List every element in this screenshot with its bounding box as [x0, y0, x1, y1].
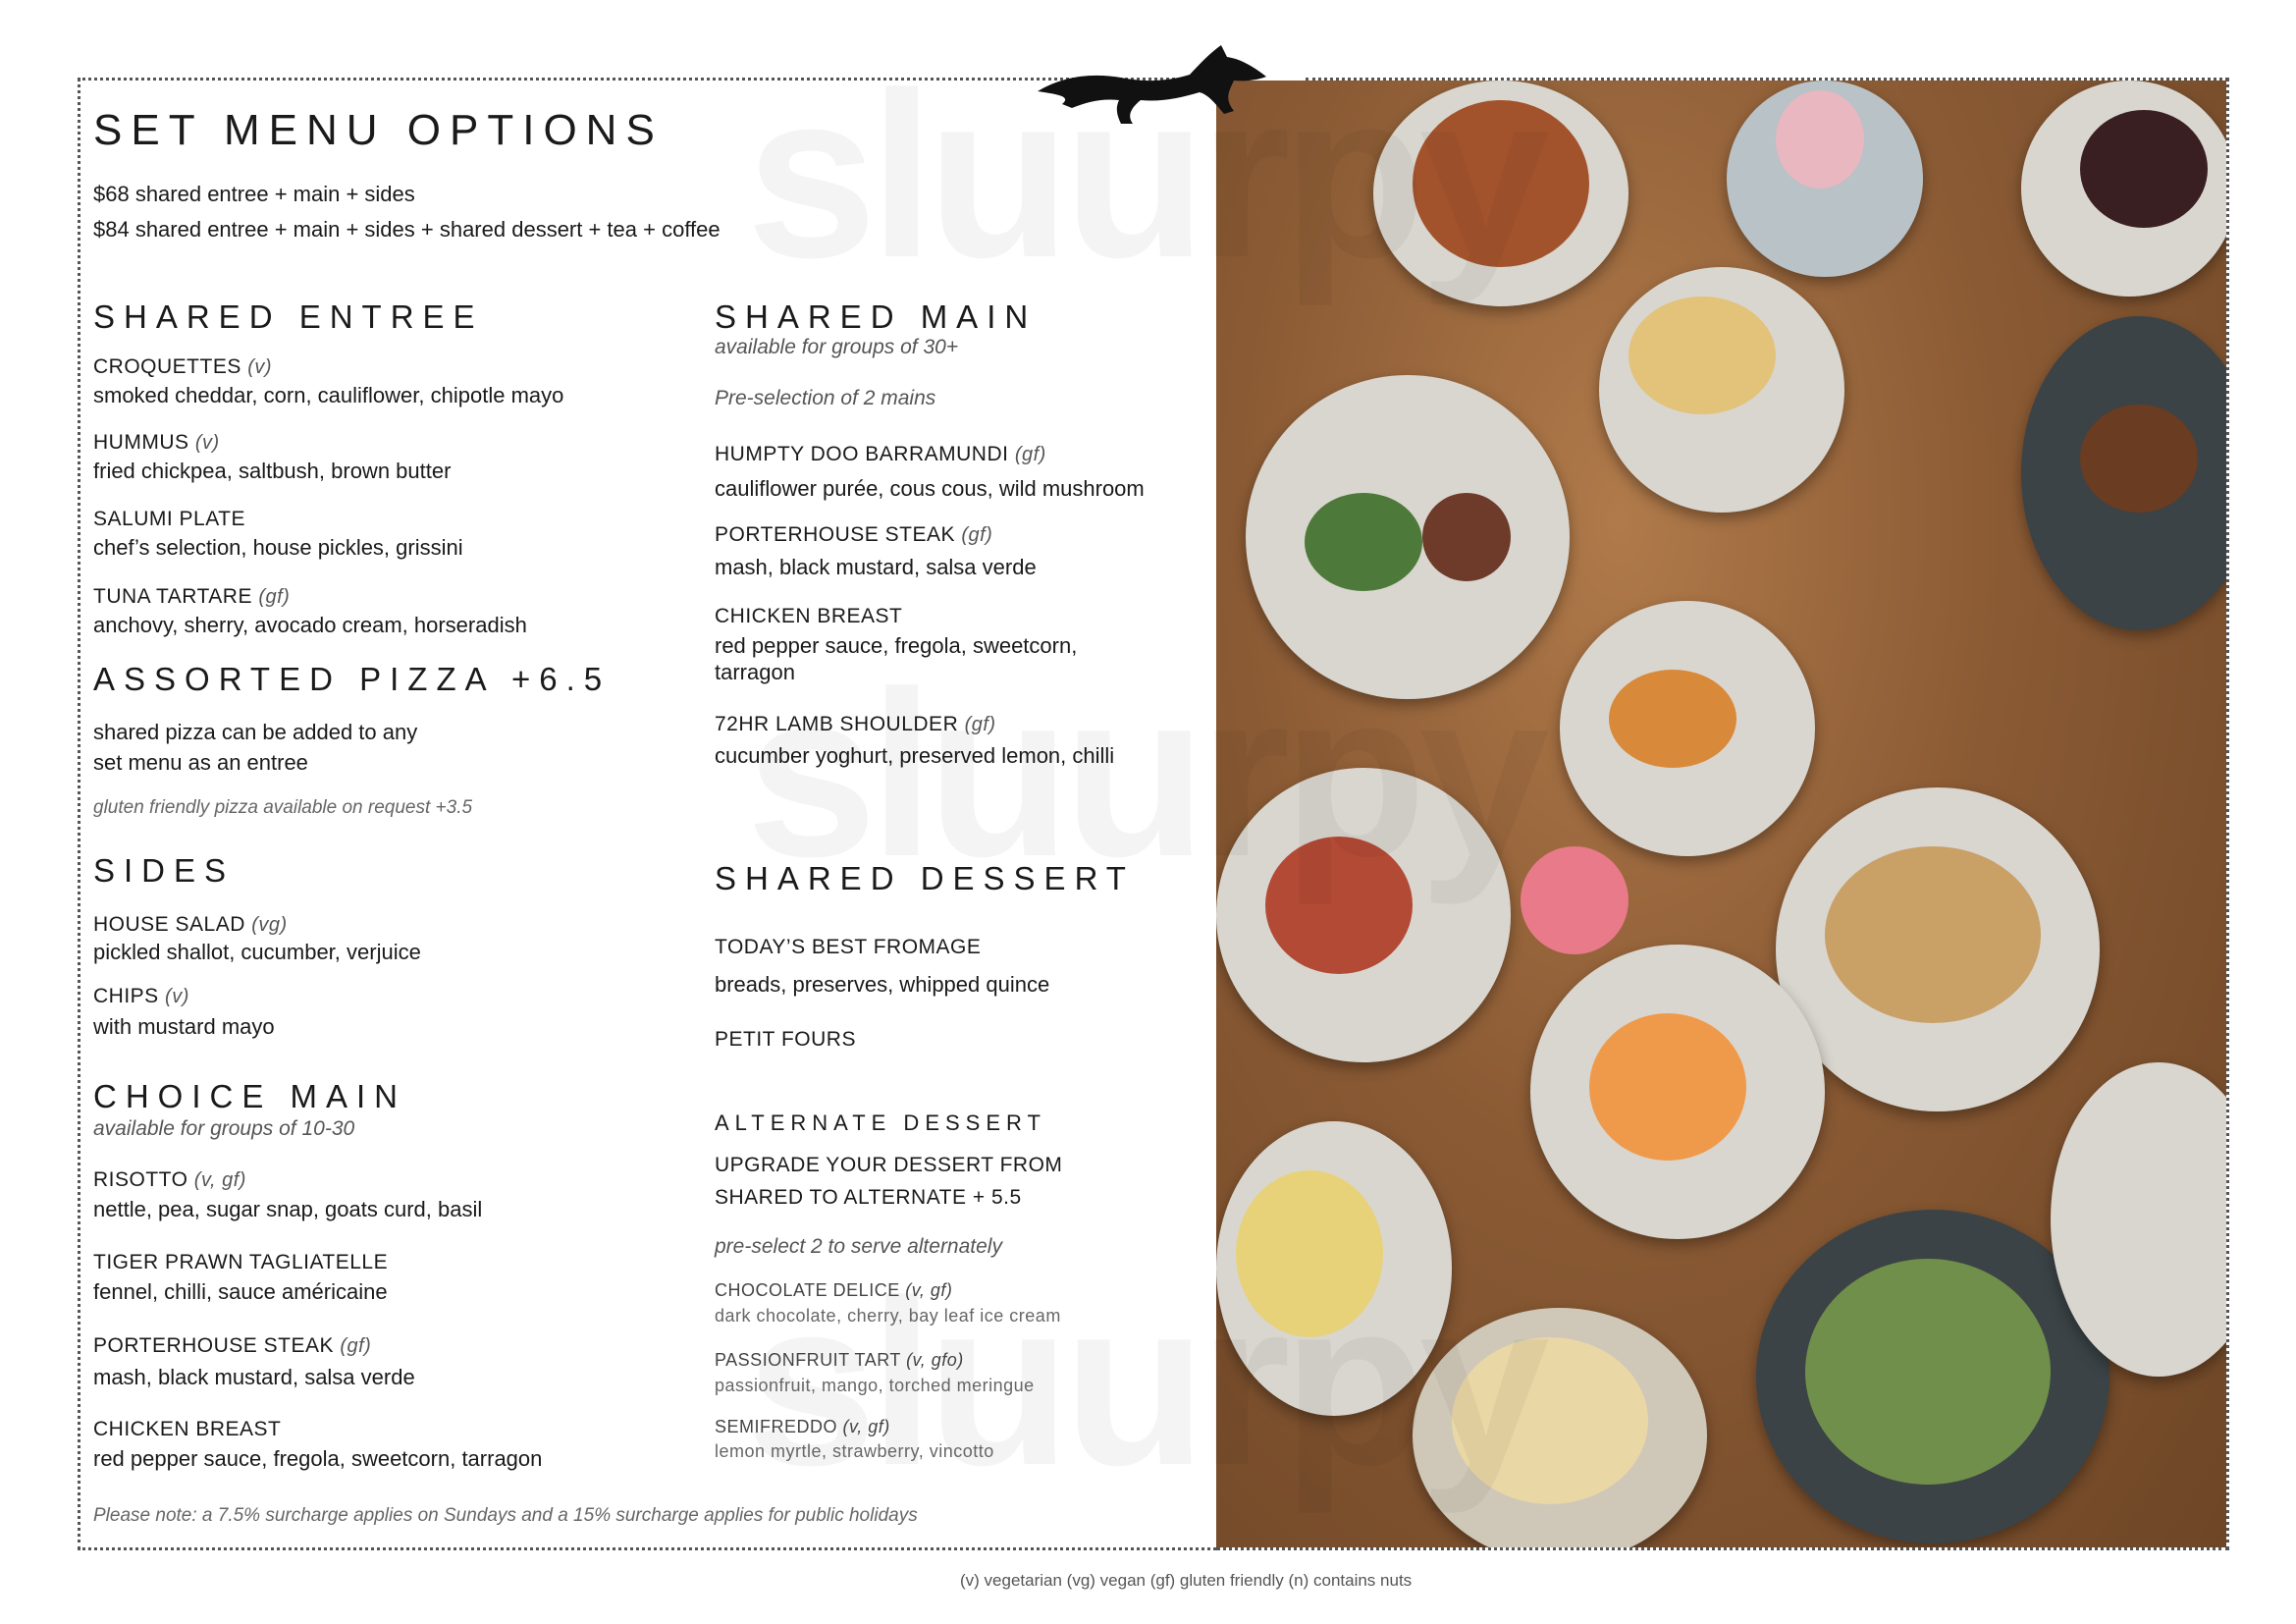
menu-item-desc: nettle, pea, sugar snap, goats curd, basil	[93, 1197, 483, 1221]
menu-item-name: HUMMUS (v)	[93, 431, 220, 454]
menu-item-desc: anchovy, sherry, avocado cream, horseradish	[93, 613, 527, 637]
shared-main-heading: SHARED MAIN	[715, 298, 1038, 335]
menu-item-name: CROQUETTES (v)	[93, 355, 273, 378]
menu-item-desc: smoked cheddar, corn, cauliflower, chipotle mayo	[93, 383, 564, 407]
menu-item-desc: red pepper sauce, fregola, sweetcorn,	[715, 633, 1078, 658]
fox-logo-icon	[1033, 37, 1278, 126]
menu-item-desc: breads, preserves, whipped quince	[715, 972, 1050, 997]
shared-entree-heading: SHARED ENTREE	[93, 298, 484, 335]
menu-item-name: CHOCOLATE DELICE (v, gf)	[715, 1280, 953, 1300]
price-option-1: $68 shared entree + main + sides	[93, 182, 415, 206]
pizza-heading: ASSORTED PIZZA +6.5	[93, 661, 612, 697]
shared-main-subtitle: available for groups of 30+	[715, 336, 959, 358]
menu-item-name: PASSIONFRUIT TART (v, gfo)	[715, 1350, 964, 1370]
menu-item-name: 72HR LAMB SHOULDER (gf)	[715, 713, 996, 735]
menu-item-desc: pickled shallot, cucumber, verjuice	[93, 940, 421, 964]
menu-item-desc: fried chickpea, saltbush, brown butter	[93, 459, 452, 483]
menu-item-desc: cauliflower purée, cous cous, wild mushroom	[715, 476, 1145, 501]
menu-item-name: SALUMI PLATE	[93, 508, 245, 530]
menu-item-name: TIGER PRAWN TAGLIATELLE	[93, 1251, 389, 1273]
menu-item-desc: mash, black mustard, salsa verde	[715, 555, 1037, 579]
upgrade-line-1: UPGRADE YOUR DESSERT FROM	[715, 1154, 1063, 1176]
menu-item-desc: fennel, chilli, sauce américaine	[93, 1279, 388, 1304]
menu-item-name: RISOTTO (v, gf)	[93, 1168, 246, 1191]
price-option-2: $84 shared entree + main + sides + shared dessert + tea + coffee	[93, 217, 721, 242]
menu-item-desc: red pepper sauce, fregola, sweetcorn, tarragon	[93, 1446, 543, 1471]
menu-item-name: CHICKEN BREAST	[93, 1418, 282, 1440]
menu-item-name: CHIPS (v)	[93, 985, 189, 1007]
pizza-desc-line1: shared pizza can be added to any	[93, 720, 418, 744]
choice-main-subtitle: available for groups of 10-30	[93, 1117, 355, 1140]
pizza-note: gluten friendly pizza available on request +3.5	[93, 797, 473, 818]
menu-item-name: PORTERHOUSE STEAK (gf)	[93, 1334, 372, 1357]
dietary-legend: (v) vegetarian (vg) vegan (gf) gluten friendly (n) contains nuts	[960, 1571, 1413, 1590]
menu-item-desc-cont: tarragon	[715, 660, 795, 684]
menu-item-name: TUNA TARTARE (gf)	[93, 585, 291, 608]
alternate-preselect: pre-select 2 to serve alternately	[715, 1235, 1002, 1258]
menu-item-name: TODAY’S BEST FROMAGE	[715, 936, 982, 958]
menu-item-name: PORTERHOUSE STEAK (gf)	[715, 523, 993, 546]
menu-item-desc: with mustard mayo	[93, 1014, 275, 1039]
menu-item-desc: dark chocolate, cherry, bay leaf ice cream	[715, 1306, 1061, 1326]
menu-item-name: PETIT FOURS	[715, 1028, 856, 1051]
menu-border-bottom	[1216, 1547, 2229, 1550]
pizza-desc-line2: set menu as an entree	[93, 750, 308, 775]
choice-main-heading: CHOICE MAIN	[93, 1078, 407, 1114]
alternate-dessert-heading: ALTERNATE DESSERT	[715, 1110, 1046, 1135]
shared-main-preselect: Pre-selection of 2 mains	[715, 387, 936, 409]
menu-item-desc: mash, black mustard, salsa verde	[93, 1365, 415, 1389]
sides-heading: SIDES	[93, 852, 236, 889]
menu-item-desc: passionfruit, mango, torched meringue	[715, 1376, 1035, 1395]
menu-border-right	[2226, 78, 2229, 1550]
menu-item-desc: chef’s selection, house pickles, grissini	[93, 535, 463, 560]
upgrade-line-2: SHARED TO ALTERNATE + 5.5	[715, 1186, 1022, 1209]
menu-item-desc: lemon myrtle, strawberry, vincotto	[715, 1441, 994, 1461]
menu-item-name: HUMPTY DOO BARRAMUNDI (gf)	[715, 443, 1046, 465]
menu-item-name: CHICKEN BREAST	[715, 605, 903, 627]
menu-item-desc: cucumber yoghurt, preserved lemon, chilli	[715, 743, 1115, 768]
menu-item-name: HOUSE SALAD (vg)	[93, 913, 288, 936]
shared-dessert-heading: SHARED DESSERT	[715, 860, 1135, 896]
page-title: SET MENU OPTIONS	[93, 106, 664, 154]
menu-item-name: SEMIFREDDO (v, gf)	[715, 1417, 890, 1436]
surcharge-note: Please note: a 7.5% surcharge applies on Sundays and a 15% surcharge applies for public holidays	[93, 1505, 918, 1526]
